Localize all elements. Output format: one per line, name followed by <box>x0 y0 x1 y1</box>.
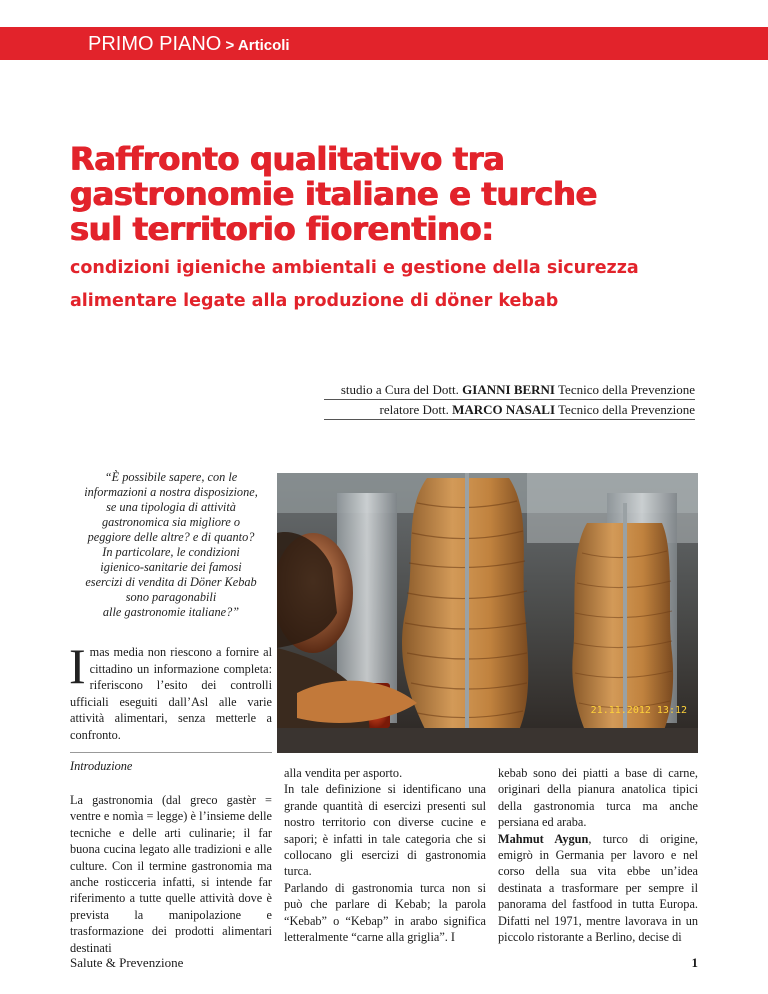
title-line: Raffronto qualitativo tra <box>70 140 505 178</box>
page-number: 1 <box>691 955 698 970</box>
subtitle-line: alimentare legate alla produzione di döner kebab <box>70 291 559 311</box>
credit-role: Tecnico della Prevenzione <box>555 402 695 417</box>
body-paragraph: alla vendita per asporto. <box>284 766 403 780</box>
credit-prefix: studio a Cura del Dott. <box>340 382 463 397</box>
body-paragraph <box>498 831 698 946</box>
body-text: , turco di origine, emigrò in Germania per lavoro e nel corso della sua vita ebbe un’idea destinata a trasformare per sempre il panorama del fastfood in tutta Europa. Difatti nel 1971, mentre lavorava in un piccolo ristorante a Berlino, decise di <box>498 831 698 945</box>
quote-line: gastronomica sia migliore o <box>101 515 241 529</box>
quote-line: se una tipologia di attività <box>106 500 236 514</box>
body-column-1 <box>70 792 272 956</box>
section-heading: Introduzione <box>70 759 133 773</box>
credit-rule <box>324 419 695 420</box>
author-name: GIANNI BERNI <box>462 382 555 397</box>
body-paragraph: kebab sono dei piatti a base di carne, originari della pianura anatolica tipici della gastronomia turca ma anche persiana ed araba. <box>498 766 698 830</box>
body-paragraph: In tale definizione si identificano una grande quantità di esercizi presenti sul nostro territorio con diverse cucine e sapori; è infatti in tale categoria che si collocano gli esercizi di gastronomia turca. <box>284 782 486 879</box>
quote-line: igienico-sanitarie dei famosi <box>100 560 242 574</box>
subtitle-line: condizioni igieniche ambientali e gestione della sicurezza <box>70 258 639 278</box>
quote-line: peggiore delle altre? e di quanto? <box>87 530 255 544</box>
body-column-2 <box>284 765 486 945</box>
intro-text: mas media non riescono a fornire al cittadino un informazione completa: riferiscono l’esito dei controlli ufficiali eseguiti dall’Asl alle varie attività alimentari, senza metterle a confronto. <box>70 645 272 742</box>
supervisor-credit <box>315 400 695 420</box>
kebab-photo <box>277 473 698 753</box>
kebab-spit-image <box>277 473 698 753</box>
article-subtitle <box>70 252 710 318</box>
intro-paragraph <box>69 638 272 743</box>
subsection-name: Articoli <box>237 37 290 54</box>
body-paragraph: Parlando di gastronomia turca non si può che parlare di Kebab; la parola “Kebab” o “Kebap” in arabo significa letteralmente “carne alla griglia”. I <box>284 880 486 945</box>
quote-line: informazioni a nostra disposizione, <box>84 485 258 499</box>
quote-line: esercizi di vendita di Döner Kebab <box>85 575 257 589</box>
quote-line: sono paragonabili <box>125 590 217 604</box>
section-divider <box>70 752 272 753</box>
credit-prefix: relatore Dott. <box>379 402 453 417</box>
photo-timestamp: 21.11.2012 13:12 <box>590 705 687 716</box>
supervisor-name: MARCO NASALI <box>452 402 555 417</box>
pull-quote <box>70 470 272 620</box>
quote-line: “È possibile sapere, con le <box>104 470 238 484</box>
title-line: gastronomie italiane e turche <box>70 175 598 213</box>
quote-line: alle gastronomie italiane?” <box>102 605 240 619</box>
drop-cap: I <box>69 638 86 694</box>
section-name: PRIMO PIANO <box>88 33 222 55</box>
publication-name: Salute & Prevenzione <box>70 955 184 970</box>
quote-line: In particolare, le condizioni <box>102 545 240 559</box>
body-column-3 <box>498 765 698 945</box>
author-credit <box>315 380 695 400</box>
section-label <box>88 30 290 60</box>
section-separator: > <box>221 37 238 54</box>
body-paragraph: La gastronomia (dal greco gastèr = ventre e nomìa = legge) è l’insieme delle tecniche e delle arti culinarie; il far buona cucina legato alle tradizioni e alle culture. Con il termine gastronomia ma anche rosticceria infatti, si intende far riferimento a tutte quelle attività dove è prevista la manipolazione e trasformazione dei prodotti alimentari destinati <box>70 793 272 955</box>
credit-role: Tecnico della Prevenzione <box>555 382 695 397</box>
founder-name: Mahmut Aygun <box>498 831 589 846</box>
article-title <box>70 142 710 247</box>
title-line: sul territorio fiorentino: <box>70 210 494 248</box>
